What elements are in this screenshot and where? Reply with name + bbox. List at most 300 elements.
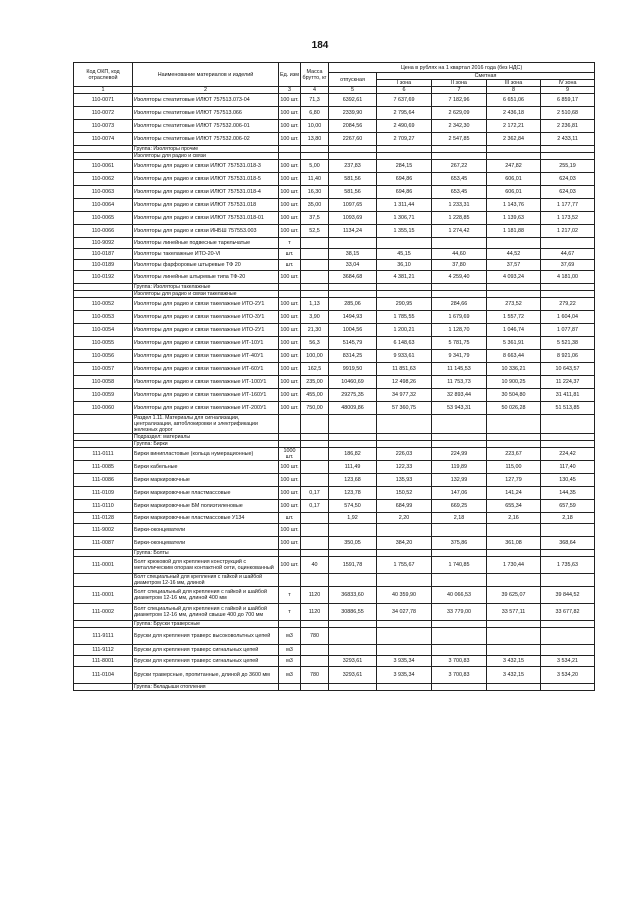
cell-p1: 694,86 [377, 173, 432, 186]
table-row [74, 212, 595, 225]
cell-code: 110-0055 [74, 337, 133, 350]
cell-p2: 53 943,31 [432, 402, 487, 415]
cell-p2: 653,45 [432, 173, 487, 186]
cell-code: 110-9092 [74, 238, 133, 249]
table-row [74, 324, 595, 337]
cell-p3 [487, 238, 541, 249]
empty-cell [279, 146, 301, 153]
cell-p4: 624,03 [541, 173, 595, 186]
cell-p1 [377, 645, 432, 656]
cell-p0: 1097,65 [329, 199, 377, 212]
cell-p0: 5145,79 [329, 337, 377, 350]
cell-p1: 226,03 [377, 448, 432, 461]
group-code-cell [74, 434, 133, 441]
cell-p1: 34 027,78 [377, 604, 432, 621]
price-table [73, 62, 595, 691]
cell-p2 [432, 645, 487, 656]
cell-unit: 100 шт. [279, 173, 301, 186]
cell-unit: т [279, 238, 301, 249]
group-code-cell [74, 153, 133, 160]
cell-p1: 135,93 [377, 474, 432, 487]
cell-mass [301, 524, 329, 537]
cell-p2: 669,25 [432, 500, 487, 513]
cell-mass: 1120 [301, 604, 329, 621]
cell-name: Изоляторы для радио и связи такелажные ИТ-100У1 [133, 376, 279, 389]
empty-cell [487, 550, 541, 557]
cell-p1: 3 935,34 [377, 667, 432, 684]
header-zone-3: III зона [487, 80, 541, 87]
cell-name: Изоляторы для радио и связи такелажные ИТ-200У1 [133, 402, 279, 415]
cell-name: Изоляторы линейные подвесные тарельчатые [133, 238, 279, 249]
cell-p3: 10 336,21 [487, 363, 541, 376]
cell-unit: 100 шт. [279, 487, 301, 500]
group-row [74, 146, 595, 153]
cell-p4 [541, 645, 595, 656]
table-row [74, 376, 595, 389]
group-code-cell [74, 684, 133, 691]
table-row [74, 225, 595, 238]
cell-code: 111-0104 [74, 667, 133, 684]
empty-cell [301, 146, 329, 153]
cell-p0: 30886,55 [329, 604, 377, 621]
cell-code: 110-0074 [74, 133, 133, 146]
table-row [74, 487, 595, 500]
empty-cell [329, 550, 377, 557]
group-row [74, 550, 595, 557]
table-row [74, 513, 595, 524]
cell-p0: 123,68 [329, 474, 377, 487]
cell-unit: 100 шт. [279, 107, 301, 120]
empty-cell [487, 684, 541, 691]
cell-code: 111-0128 [74, 513, 133, 524]
cell-p1: 11 851,63 [377, 363, 432, 376]
column-number: 6 [377, 87, 432, 94]
cell-p3: 3 432,15 [487, 667, 541, 684]
cell-code: 110-0071 [74, 94, 133, 107]
cell-p3: 606,01 [487, 186, 541, 199]
empty-cell [541, 441, 595, 448]
column-number: 3 [279, 87, 301, 94]
empty-cell [377, 415, 432, 434]
cell-unit: м3 [279, 628, 301, 645]
cell-p4: 2 433,11 [541, 133, 595, 146]
header-release: отпускная [329, 73, 377, 87]
cell-code: 110-0054 [74, 324, 133, 337]
cell-p0: 1004,56 [329, 324, 377, 337]
cell-unit: 100 шт. [279, 461, 301, 474]
group-label: Группа: Бруски траверсные [133, 621, 279, 628]
cell-unit: 100 шт. [279, 120, 301, 133]
empty-cell [541, 284, 595, 291]
cell-p3 [487, 524, 541, 537]
cell-p4: 3 534,21 [541, 656, 595, 667]
cell-code: 110-0053 [74, 311, 133, 324]
group-row [74, 284, 595, 291]
cell-p1: 1 200,21 [377, 324, 432, 337]
cell-p2: 2 547,85 [432, 133, 487, 146]
header-unit: Ед. изм [279, 63, 301, 87]
group-row [74, 291, 595, 298]
header-zone-2: II зона [432, 80, 487, 87]
cell-mass: 16,30 [301, 186, 329, 199]
empty-cell [377, 153, 432, 160]
cell-p2: 44,60 [432, 249, 487, 260]
cell-mass: 71,3 [301, 94, 329, 107]
empty-cell [301, 574, 329, 587]
cell-unit: 100 шт. [279, 271, 301, 284]
cell-p4: 117,40 [541, 461, 595, 474]
cell-unit: 100 шт. [279, 133, 301, 146]
cell-p4: 37,69 [541, 260, 595, 271]
cell-p0: 3293,61 [329, 667, 377, 684]
cell-p3: 6 651,06 [487, 94, 541, 107]
cell-p3: 655,34 [487, 500, 541, 513]
cell-code: 110-0063 [74, 186, 133, 199]
empty-cell [432, 284, 487, 291]
cell-p2: 1 233,31 [432, 199, 487, 212]
cell-p2: 284,66 [432, 298, 487, 311]
cell-name: Бирки-оконцеватели [133, 524, 279, 537]
cell-p2: 267,22 [432, 160, 487, 173]
cell-p0 [329, 645, 377, 656]
cell-p2: 40 066,53 [432, 587, 487, 604]
cell-mass: 3,90 [301, 311, 329, 324]
table-row [74, 249, 595, 260]
empty-cell [301, 153, 329, 160]
cell-name: Бирки винипластовые (кольца нумерационные) [133, 448, 279, 461]
cell-p4: 5 521,38 [541, 337, 595, 350]
cell-p3: 4 093,24 [487, 271, 541, 284]
cell-name: Бирки маркировочные пластмассовые У134 [133, 513, 279, 524]
table-row [74, 311, 595, 324]
cell-name: Изоляторы для радио и связи такелажные ИТ-60У1 [133, 363, 279, 376]
table-row [74, 238, 595, 249]
header-code: Код ОКП, код отраслевой [74, 63, 133, 87]
cell-p3: 8 663,44 [487, 350, 541, 363]
cell-unit: 100 шт. [279, 186, 301, 199]
cell-mass [301, 645, 329, 656]
cell-mass: 162,5 [301, 363, 329, 376]
cell-p3: 30 504,80 [487, 389, 541, 402]
group-label: Изоляторы для радио и связи такелажные [133, 291, 279, 298]
cell-p2: 37,80 [432, 260, 487, 271]
empty-cell [377, 441, 432, 448]
cell-name: Изоляторы для радио и связи ИЛЮТ 757531.018-4 [133, 186, 279, 199]
table-row [74, 350, 595, 363]
cell-code: 111-0109 [74, 487, 133, 500]
cell-code: 110-0073 [74, 120, 133, 133]
cell-mass: 235,00 [301, 376, 329, 389]
empty-cell [487, 621, 541, 628]
cell-unit: т [279, 587, 301, 604]
cell-p3: 127,79 [487, 474, 541, 487]
cell-p4: 11 224,37 [541, 376, 595, 389]
cell-p4: 2 510,68 [541, 107, 595, 120]
header-name: Наименование материалов и изделий [133, 63, 279, 87]
table-row [74, 337, 595, 350]
cell-p2: 4 259,40 [432, 271, 487, 284]
cell-p4: 368,64 [541, 537, 595, 550]
cell-name: Бирки маркировочные пластмассовые [133, 487, 279, 500]
empty-cell [279, 441, 301, 448]
cell-p2: 7 182,96 [432, 94, 487, 107]
empty-cell [377, 146, 432, 153]
cell-p4: 10 643,57 [541, 363, 595, 376]
cell-mass: 1120 [301, 587, 329, 604]
cell-name: Изоляторы для радио и связи такелажные ИТО-2У1 [133, 298, 279, 311]
cell-mass [301, 461, 329, 474]
empty-cell [279, 434, 301, 441]
empty-cell [487, 291, 541, 298]
cell-p4 [541, 628, 595, 645]
cell-p0: 3684,68 [329, 271, 377, 284]
group-code-cell [74, 621, 133, 628]
cell-unit: 100 шт. [279, 225, 301, 238]
cell-unit: 100 шт. [279, 199, 301, 212]
cell-p2: 9 341,79 [432, 350, 487, 363]
empty-cell [329, 441, 377, 448]
cell-p1: 384,20 [377, 537, 432, 550]
cell-code: 110-0057 [74, 363, 133, 376]
group-row [74, 684, 595, 691]
cell-mass [301, 474, 329, 487]
cell-code: 110-0187 [74, 249, 133, 260]
cell-unit: 100 шт. [279, 212, 301, 225]
cell-p3: 2 172,21 [487, 120, 541, 133]
cell-p1: 45,15 [377, 249, 432, 260]
cell-name: Изоляторы для радио и связи ИЛЮТ 757531.018-01 [133, 212, 279, 225]
cell-mass: 455,00 [301, 389, 329, 402]
empty-cell [432, 550, 487, 557]
cell-name: Изоляторы стеатитовые ИЛЮТ 757532.006-01 [133, 120, 279, 133]
empty-cell [301, 434, 329, 441]
cell-p0: 2339,90 [329, 107, 377, 120]
cell-p4: 33 677,82 [541, 604, 595, 621]
cell-name: Изоляторы стеатитовые ИЛЮТ 757513.073-04 [133, 94, 279, 107]
empty-cell [541, 146, 595, 153]
cell-p0: 36833,60 [329, 587, 377, 604]
table-row [74, 94, 595, 107]
cell-name: Изоляторы для радио и связи такелажные ИТ-40У1 [133, 350, 279, 363]
cell-name: Изоляторы для радио и связи такелажные ИТ-10У1 [133, 337, 279, 350]
cell-mass: 1,13 [301, 298, 329, 311]
empty-cell [541, 550, 595, 557]
cell-p2: 11 753,73 [432, 376, 487, 389]
cell-mass: 750,00 [301, 402, 329, 415]
cell-p2: 32 893,44 [432, 389, 487, 402]
column-number: 9 [541, 87, 595, 94]
cell-code: 111-0110 [74, 500, 133, 513]
empty-cell [301, 284, 329, 291]
cell-p3: 606,01 [487, 173, 541, 186]
group-label: Болт специальный для крепления с гайкой и шайбой диаметром 12-16 мм, длиной [133, 574, 279, 587]
table-row [74, 587, 595, 604]
empty-cell [432, 621, 487, 628]
cell-mass [301, 249, 329, 260]
group-code-cell [74, 291, 133, 298]
cell-unit: м3 [279, 667, 301, 684]
cell-code: 110-0192 [74, 271, 133, 284]
cell-unit: м3 [279, 656, 301, 667]
cell-p0 [329, 524, 377, 537]
cell-p1: 150,52 [377, 487, 432, 500]
empty-cell [432, 684, 487, 691]
cell-mass [301, 513, 329, 524]
empty-cell [279, 284, 301, 291]
cell-mass [301, 271, 329, 284]
cell-p0: 1591,78 [329, 557, 377, 574]
cell-name: Болт крюковой для крепления конструкций с металлическим опорам контактной сети, оцинкованный [133, 557, 279, 574]
cell-mass: 10,00 [301, 120, 329, 133]
cell-p4 [541, 238, 595, 249]
cell-p3: 37,57 [487, 260, 541, 271]
empty-cell [487, 415, 541, 434]
cell-p4: 4 181,00 [541, 271, 595, 284]
cell-p1: 2 490,69 [377, 120, 432, 133]
cell-unit: 100 шт. [279, 524, 301, 537]
header-zone-4: IV зона [541, 80, 595, 87]
cell-unit: 100 шт. [279, 376, 301, 389]
cell-p1: 6 148,63 [377, 337, 432, 350]
cell-p4: 1 735,63 [541, 557, 595, 574]
cell-p3: 2,16 [487, 513, 541, 524]
empty-cell [377, 684, 432, 691]
cell-code: 110-0059 [74, 389, 133, 402]
cell-code: 110-0072 [74, 107, 133, 120]
cell-p1: 694,86 [377, 186, 432, 199]
cell-p0: 38,15 [329, 249, 377, 260]
cell-name: Изоляторы линейные штыревые типа ТФ-20 [133, 271, 279, 284]
group-row [74, 441, 595, 448]
cell-p2: 11 145,53 [432, 363, 487, 376]
cell-mass: 52,5 [301, 225, 329, 238]
cell-p2 [432, 238, 487, 249]
cell-p2: 147,06 [432, 487, 487, 500]
cell-code: 110-0064 [74, 199, 133, 212]
cell-p3: 2 436,18 [487, 107, 541, 120]
cell-unit: 100 шт. [279, 402, 301, 415]
empty-cell [377, 621, 432, 628]
cell-p3 [487, 645, 541, 656]
cell-code: 110-0056 [74, 350, 133, 363]
group-label: Группа: Болты [133, 550, 279, 557]
cell-p2: 132,99 [432, 474, 487, 487]
cell-p3: 273,52 [487, 298, 541, 311]
cell-p1: 12 498,26 [377, 376, 432, 389]
table-row [74, 120, 595, 133]
cell-mass [301, 656, 329, 667]
empty-cell [377, 434, 432, 441]
cell-code: 110-0065 [74, 212, 133, 225]
empty-cell [329, 684, 377, 691]
table-row [74, 298, 595, 311]
table-row [74, 107, 595, 120]
table-row [74, 402, 595, 415]
empty-cell [279, 291, 301, 298]
cell-p3: 141,24 [487, 487, 541, 500]
cell-p2: 1 740,85 [432, 557, 487, 574]
cell-unit: шт. [279, 260, 301, 271]
cell-p4: 1 217,02 [541, 225, 595, 238]
cell-p3: 39 625,07 [487, 587, 541, 604]
cell-name: Изоляторы фарфоровые штыревые ТФ 20 [133, 260, 279, 271]
cell-p2 [432, 628, 487, 645]
cell-p4: 6 859,17 [541, 94, 595, 107]
cell-p0: 1134,24 [329, 225, 377, 238]
cell-p1: 34 977,32 [377, 389, 432, 402]
empty-cell [279, 621, 301, 628]
empty-cell [301, 291, 329, 298]
cell-unit: 100 шт. [279, 337, 301, 350]
cell-p1: 1 355,15 [377, 225, 432, 238]
cell-code: 111-0087 [74, 537, 133, 550]
cell-mass: 0,17 [301, 487, 329, 500]
group-code-cell [74, 550, 133, 557]
cell-p2: 1 228,85 [432, 212, 487, 225]
cell-p4 [541, 524, 595, 537]
cell-p2: 3 700,83 [432, 667, 487, 684]
cell-p4: 130,45 [541, 474, 595, 487]
cell-unit: 100 шт. [279, 557, 301, 574]
table-row [74, 604, 595, 621]
empty-cell [432, 434, 487, 441]
cell-p4: 51 513,85 [541, 402, 595, 415]
empty-cell [301, 550, 329, 557]
cell-p0: 2267,60 [329, 133, 377, 146]
table-row [74, 524, 595, 537]
empty-cell [377, 550, 432, 557]
cell-unit: 100 шт. [279, 389, 301, 402]
group-label: Группа: Бирки [133, 441, 279, 448]
cell-p3: 361,08 [487, 537, 541, 550]
cell-p4: 44,67 [541, 249, 595, 260]
cell-mass: 21,30 [301, 324, 329, 337]
cell-name: Бруски траверсные, пропитанные, длиной до 3600 мм [133, 667, 279, 684]
cell-p3: 33 577,11 [487, 604, 541, 621]
cell-code: 111-0002 [74, 604, 133, 621]
cell-p3: 5 361,91 [487, 337, 541, 350]
cell-name: Изоляторы такелажные ИТО-20-VI [133, 249, 279, 260]
cell-p1 [377, 238, 432, 249]
empty-cell [279, 574, 301, 587]
cell-name: Изоляторы стеатитовые ИЛЮТ 757532.006-02 [133, 133, 279, 146]
cell-p4: 8 921,06 [541, 350, 595, 363]
cell-code: 111-9111 [74, 628, 133, 645]
cell-name: Изоляторы для радио и связи такелажные ИТ-160У1 [133, 389, 279, 402]
cell-p4: 3 534,20 [541, 667, 595, 684]
cell-p2: 119,89 [432, 461, 487, 474]
empty-cell [377, 574, 432, 587]
cell-name: Бирки маркировочные БМ полиэтиленовые [133, 500, 279, 513]
page-number: 184 [311, 40, 329, 51]
cell-p3: 223,67 [487, 448, 541, 461]
cell-p3: 3 432,15 [487, 656, 541, 667]
cell-mass: 11,40 [301, 173, 329, 186]
cell-unit: м3 [279, 645, 301, 656]
cell-p0: 29275,35 [329, 389, 377, 402]
cell-p4: 1 077,87 [541, 324, 595, 337]
empty-cell [301, 415, 329, 434]
cell-p0: 10460,69 [329, 376, 377, 389]
cell-p3: 1 557,72 [487, 311, 541, 324]
cell-p1: 684,99 [377, 500, 432, 513]
empty-cell [541, 434, 595, 441]
cell-p1: 3 935,34 [377, 656, 432, 667]
cell-name: Изоляторы для радио и связи ИЛЮТ 757531.018 [133, 199, 279, 212]
empty-cell [329, 574, 377, 587]
cell-p1: 1 785,55 [377, 311, 432, 324]
cell-p2: 3 700,83 [432, 656, 487, 667]
